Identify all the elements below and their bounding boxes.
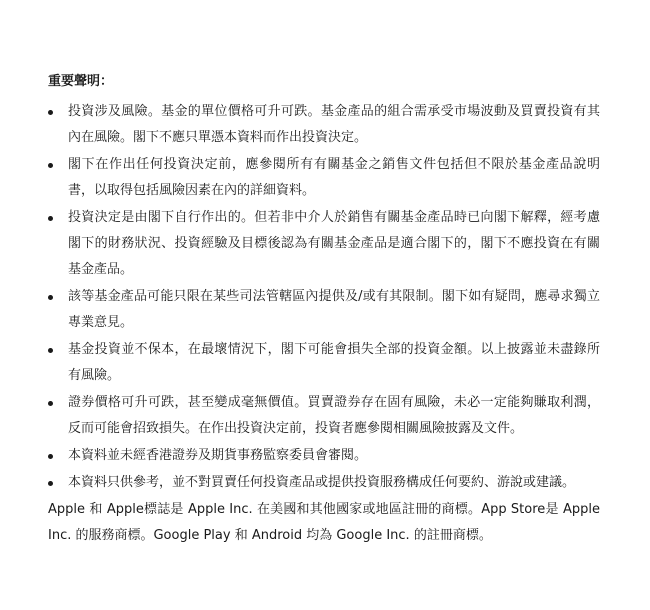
bullet-icon: [48, 216, 53, 221]
bullet-icon: [48, 401, 53, 406]
disclaimer-item-text: 證券價格可升可跌，甚至變成毫無價值。買賣證券存在固有風險，未必一定能夠賺取利潤，反而可能會招致損失。在作出投資決定前，投資者應參閱相關風險披露及文件。: [68, 395, 600, 436]
disclaimer-item-text: 投資涉及風險。基金的單位價格可升可跌。基金產品的組合需承受市場波動及買賣投資有其內在風險。閣下不應只單憑本資料而作出投資決定。: [68, 104, 600, 145]
disclaimer-item: [48, 99, 600, 151]
disclaimer-item: [48, 390, 600, 442]
disclaimer-heading: 重要聲明：: [48, 74, 114, 89]
bullet-icon: [48, 295, 53, 300]
disclaimer-item-text: 本資料並未經香港證券及期貨事務監察委員會審閱。: [68, 448, 368, 463]
disclaimer-item: [48, 152, 600, 204]
bullet-icon: [48, 481, 53, 486]
disclaimer-item-text: 基金投資並不保本，在最壞情況下，閣下可能會損失全部的投資金額。以上披露並未盡錄所有風險。: [68, 342, 600, 383]
bullet-icon: [48, 110, 53, 115]
disclaimer-section: [48, 72, 600, 549]
disclaimer-item: [48, 205, 600, 283]
disclaimer-item-text: 本資料只供參考，並不對買賣任何投資產品或提供投資服務構成任何要約、游說或建議。: [68, 475, 576, 490]
disclaimer-item: [48, 470, 600, 496]
trademark-notice: Apple 和 Apple標誌是 Apple Inc. 在美國和其他國家或地區註冊的商標。App Store是 Apple Inc. 的服務商標。Google Play 和 Android 均為 Google Inc. 的註冊商標。: [48, 502, 600, 543]
disclaimer-item: [48, 284, 600, 336]
bullet-icon: [48, 454, 53, 459]
disclaimer-item-text: 投資決定是由閣下自行作出的。但若非中介人於銷售有關基金產品時已向閣下解釋，經考慮閣下的財務狀況、投資經驗及目標後認為有關基金產品是適合閣下的，閣下不應投資在有關基金產品。: [68, 210, 600, 277]
bullet-icon: [48, 163, 53, 168]
disclaimer-item: [48, 443, 600, 469]
disclaimer-item: [48, 337, 600, 389]
disclaimer-list: [48, 99, 600, 496]
disclaimer-item-text: 閣下在作出任何投資決定前，應參閱所有有關基金之銷售文件包括但不限於基金產品說明書，以取得包括風險因素在內的詳細資料。: [68, 157, 600, 198]
bullet-icon: [48, 348, 53, 353]
disclaimer-item-text: 該等基金產品可能只限在某些司法管轄區內提供及/或有其限制。閣下如有疑問，應尋求獨立專業意見。: [68, 289, 600, 330]
